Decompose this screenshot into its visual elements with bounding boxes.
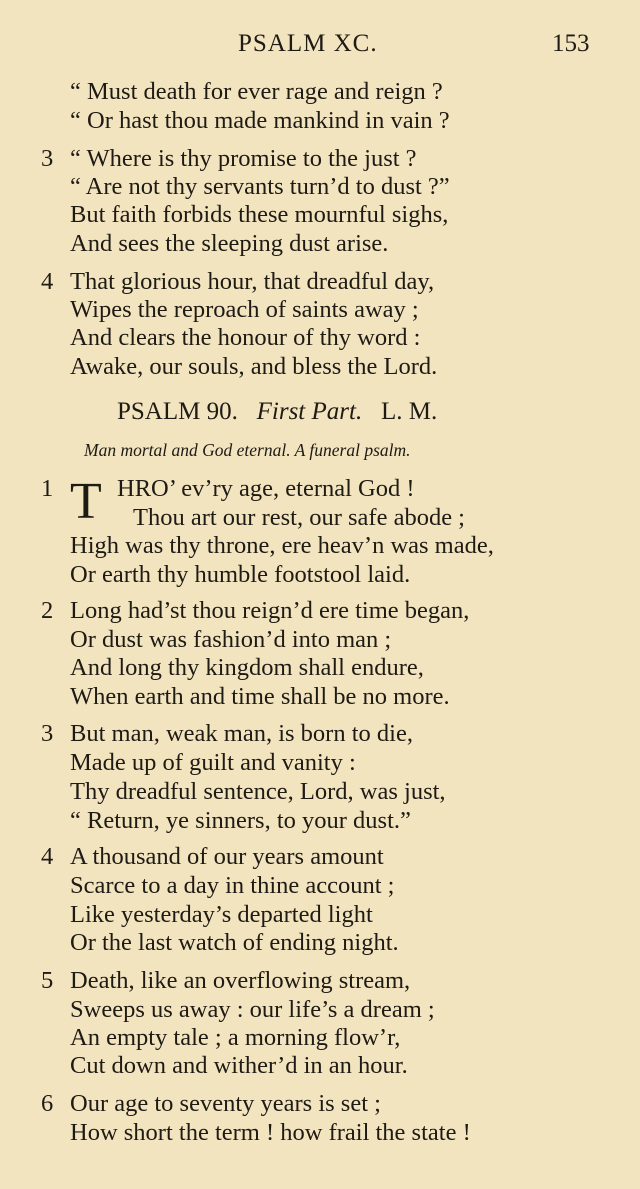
verse-line: And sees the sleeping dust arise.: [70, 230, 389, 257]
verse-line: Thou art our rest, our safe abode ;: [133, 504, 465, 531]
verse-line: “ Where is thy promise to the just ?: [70, 145, 417, 172]
heading-meter: L. M.: [380, 398, 438, 425]
verse-line: Like yesterday’s departed light: [70, 901, 373, 928]
stanza-number: 3: [41, 145, 54, 172]
verse-line: Or the last watch of ending night.: [70, 929, 399, 956]
drop-cap: T: [70, 473, 102, 530]
hymn-heading: [117, 398, 437, 426]
verse-line: But faith forbids these mournful sighs,: [70, 201, 449, 228]
verse-line: And long thy kingdom shall endure,: [70, 654, 424, 681]
verse-line: Or dust was fashion’d into man ;: [70, 626, 392, 653]
stanza-number: 3: [41, 720, 54, 747]
page-number: 153: [552, 30, 590, 57]
heading-part: First Part.: [256, 398, 363, 425]
verse-line: Sweeps us away : our life’s a dream ;: [70, 996, 435, 1023]
verse-line: But man, weak man, is born to die,: [70, 720, 413, 747]
verse-line: HRO’ ev’ry age, eternal God !: [117, 475, 415, 502]
stanza-number: 6: [41, 1090, 54, 1117]
stanza-number: 4: [41, 268, 54, 295]
stanza-number: 2: [41, 597, 54, 624]
running-head-title: PSALM XC.: [238, 30, 378, 57]
verse-line: And clears the honour of thy word :: [70, 324, 421, 351]
verse-line: When earth and time shall be no more.: [70, 683, 450, 710]
verse-line: An empty tale ; a morning flow’r,: [70, 1024, 401, 1051]
verse-line: High was thy throne, ere heav’n was made,: [70, 532, 494, 559]
stanza-number: 5: [41, 967, 54, 994]
verse-line: Made up of guilt and vanity :: [70, 749, 356, 776]
verse-line: “ Return, ye sinners, to your dust.”: [70, 807, 411, 834]
verse-line: “ Must death for ever rage and reign ?: [70, 78, 443, 105]
heading-psalm: PSALM 90.: [117, 398, 238, 425]
verse-line: Scarce to a day in thine account ;: [70, 872, 395, 899]
verse-line: Long had’st thou reign’d ere time began,: [70, 597, 470, 624]
verse-line: Wipes the reproach of saints away ;: [70, 296, 419, 323]
verse-line: That glorious hour, that dreadful day,: [70, 268, 435, 295]
stanza-number: 1: [41, 475, 54, 502]
verse-line: A thousand of our years amount: [70, 843, 384, 870]
verse-line: Cut down and wither’d in an hour.: [70, 1052, 408, 1079]
verse-line: How short the term ! how frail the state !: [70, 1119, 471, 1146]
verse-line: “ Or hast thou made mankind in vain ?: [70, 107, 450, 134]
verse-line: Awake, our souls, and bless the Lord.: [70, 353, 438, 380]
verse-line: Thy dreadful sentence, Lord, was just,: [70, 778, 446, 805]
running-head: [0, 30, 640, 64]
verse-line: Or earth thy humble footstool laid.: [70, 561, 411, 588]
stanza-number: 4: [41, 843, 54, 870]
hymn-subtitle: Man mortal and God eternal. A funeral psalm.: [84, 440, 411, 460]
verse-line: Death, like an overflowing stream,: [70, 967, 411, 994]
verse-line: Our age to seventy years is set ;: [70, 1090, 381, 1117]
verse-line: “ Are not thy servants turn’d to dust ?”: [70, 173, 450, 200]
